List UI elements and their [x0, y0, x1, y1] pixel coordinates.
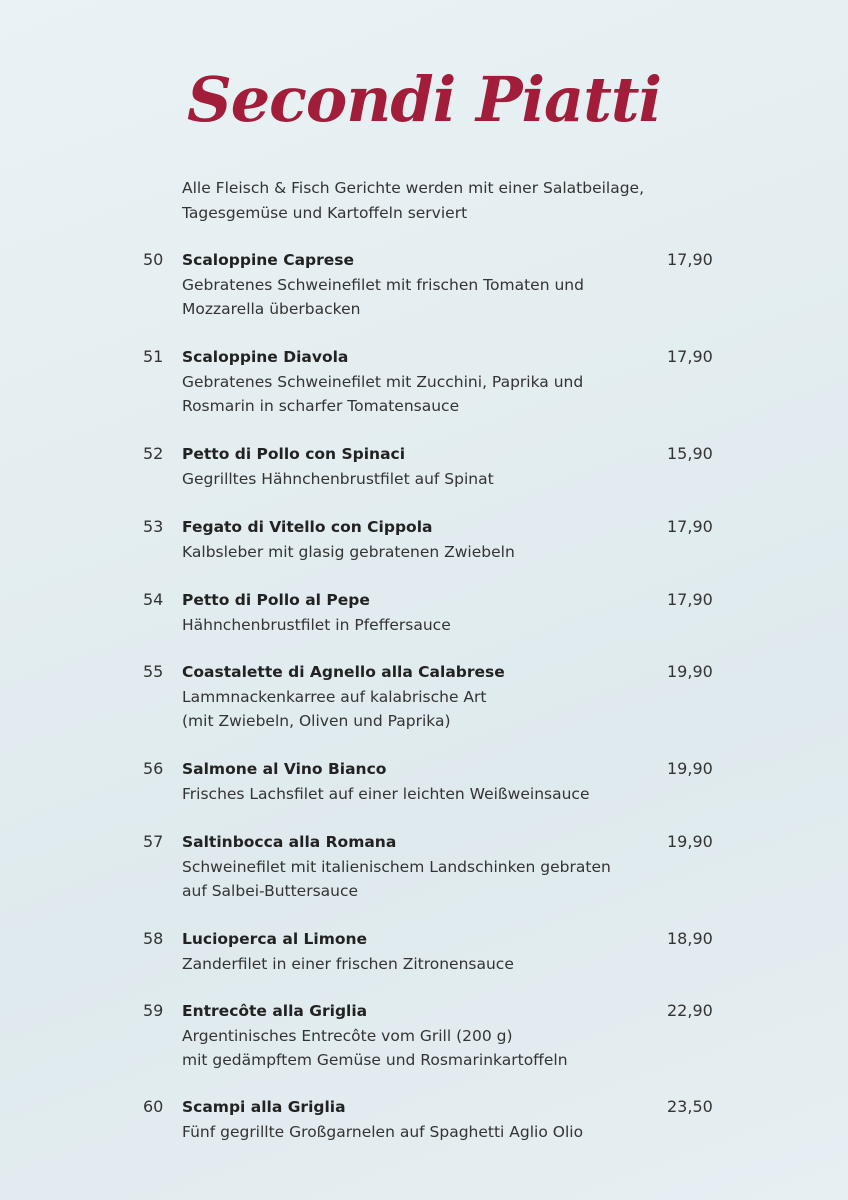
item-description-line: mit gedämpftem Gemüse und Rosmarinkartoffeln — [182, 1051, 568, 1069]
item-name: Lucioperca al Limone — [182, 930, 368, 948]
item-description-line: Gebratenes Schweinefilet mit frischen Tomaten und — [182, 275, 584, 294]
item-description-line: auf Salbei-Buttersauce — [182, 882, 359, 900]
item-name: Petto di Pollo al Pepe — [182, 591, 370, 609]
item-price: 17,90 — [667, 250, 713, 269]
item-description — [182, 782, 702, 807]
item-price: 22,90 — [667, 1001, 713, 1020]
item-number: 57 — [143, 832, 164, 851]
item-description-line: Mozzarella überbacken — [182, 300, 361, 318]
item-name: Petto di Pollo con Spinaci — [182, 445, 406, 463]
item-description — [182, 273, 702, 322]
item-description-line: (mit Zwiebeln, Oliven und Paprika) — [182, 712, 451, 730]
item-name: Salmone al Vino Bianco — [182, 760, 387, 778]
item-description — [182, 952, 702, 977]
item-description-line: Frisches Lachsfilet auf einer leichten Weißweinsauce — [182, 784, 590, 803]
item-description-line: Zanderfilet in einer frischen Zitronensauce — [182, 954, 514, 973]
item-number: 54 — [143, 590, 164, 609]
item-price: 19,90 — [667, 662, 713, 681]
item-description-line: Fünf gegrillte Großgarnelen auf Spaghetti Aglio Olio — [182, 1122, 584, 1141]
item-description-line: Kalbsleber mit glasig gebratenen Zwiebeln — [182, 542, 515, 561]
item-price: 17,90 — [667, 347, 713, 366]
item-price: 17,90 — [667, 590, 713, 609]
item-number: 56 — [143, 759, 164, 778]
item-name: Scaloppine Diavola — [182, 348, 349, 366]
intro-line: Alle Fleisch & Fisch Gerichte werden mit einer Salatbeilage, — [182, 179, 645, 197]
intro-line: Tagesgemüse und Kartoffeln serviert — [182, 203, 468, 222]
item-number: 51 — [143, 347, 164, 366]
intro-text — [182, 176, 742, 225]
item-price: 23,50 — [667, 1097, 713, 1116]
item-price: 19,90 — [667, 832, 713, 851]
item-description — [182, 540, 702, 565]
item-description — [182, 1120, 702, 1145]
item-description-line: Schweinefilet mit italienischem Landschinken gebraten — [182, 857, 611, 876]
item-name: Saltinbocca alla Romana — [182, 833, 397, 851]
item-number: 50 — [143, 250, 164, 269]
item-number: 59 — [143, 1001, 164, 1020]
page-title: Secondi Piatti — [186, 63, 662, 136]
item-name: Scampi alla Griglia — [182, 1098, 346, 1116]
item-number: 55 — [143, 662, 164, 681]
item-description-line: Hähnchenbrustfilet in Pfeffersauce — [182, 615, 451, 634]
item-name: Entrecôte alla Griglia — [182, 1002, 368, 1020]
item-description — [182, 613, 702, 638]
item-description-line: Gegrilltes Hähnchenbrustfilet auf Spinat — [182, 469, 494, 488]
item-description-line: Argentinisches Entrecôte vom Grill (200 g) — [182, 1026, 513, 1045]
item-price: 18,90 — [667, 929, 713, 948]
item-name: Scaloppine Caprese — [182, 251, 355, 269]
item-price: 17,90 — [667, 517, 713, 536]
item-description-line: Rosmarin in scharfer Tomatensauce — [182, 397, 460, 415]
item-price: 19,90 — [667, 759, 713, 778]
item-price: 15,90 — [667, 444, 713, 463]
item-description — [182, 467, 702, 492]
item-name: Fegato di Vitello con Cippola — [182, 518, 433, 536]
item-number: 60 — [143, 1097, 164, 1116]
item-description-line: Gebratenes Schweinefilet mit Zucchini, Paprika und — [182, 372, 584, 391]
item-description — [182, 370, 702, 419]
item-number: 52 — [143, 444, 164, 463]
item-description — [182, 685, 702, 734]
item-description — [182, 1024, 702, 1073]
item-description — [182, 855, 702, 904]
item-number: 58 — [143, 929, 164, 948]
item-name: Coastalette di Agnello alla Calabrese — [182, 663, 505, 681]
item-number: 53 — [143, 517, 164, 536]
item-description-line: Lammnackenkarree auf kalabrische Art — [182, 687, 487, 706]
